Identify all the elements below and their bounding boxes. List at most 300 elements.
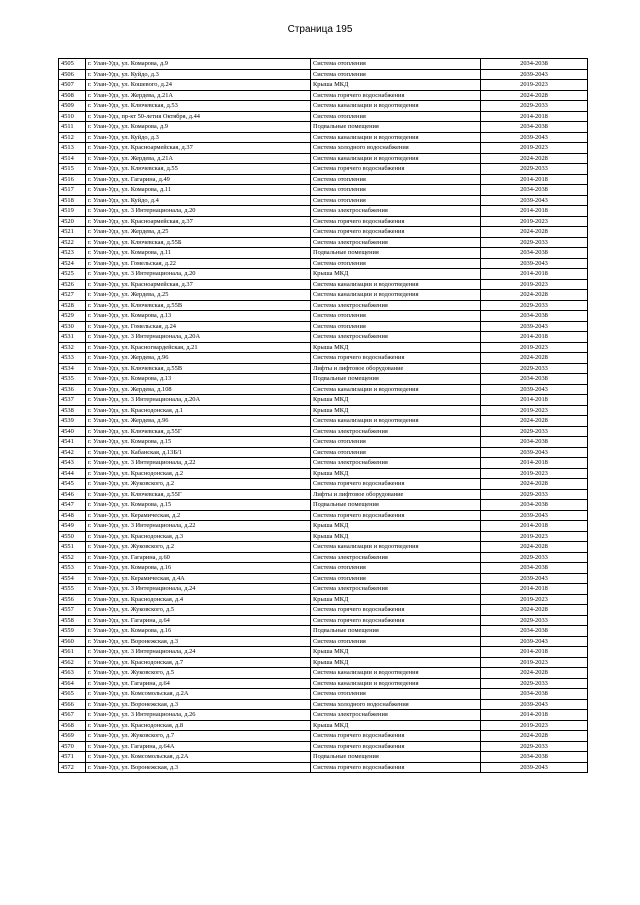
work-type-cell: Крыша МКД (311, 342, 481, 353)
row-number-cell: 4571 (59, 752, 86, 763)
row-number-cell: 4552 (59, 552, 86, 563)
address-cell: г. Улан-Удэ, ул. Гагарина, д.64А (86, 741, 311, 752)
address-cell: г. Улан-Удэ, ул. Ключевская, д.53 (86, 101, 311, 112)
work-type-cell: Система отопления (311, 573, 481, 584)
period-cell: 2029-2033 (481, 426, 588, 437)
address-cell: г. Улан-Удэ, ул. Жуковского, д.5 (86, 605, 311, 616)
address-cell: г. Улан-Удэ, ул. Гагарина, д.64 (86, 678, 311, 689)
period-cell: 2034-2038 (481, 374, 588, 385)
period-cell: 2024-2028 (481, 153, 588, 164)
table-row (59, 363, 588, 374)
work-type-cell: Система горячего водоснабжения (311, 731, 481, 742)
period-cell: 2029-2033 (481, 300, 588, 311)
row-number-cell: 4516 (59, 174, 86, 185)
work-type-cell: Система горячего водоснабжения (311, 353, 481, 364)
row-number-cell: 4563 (59, 668, 86, 679)
address-cell: г. Улан-Удэ, ул. Воронежская, д.3 (86, 762, 311, 773)
table-row (59, 80, 588, 91)
row-number-cell: 4505 (59, 59, 86, 70)
work-type-cell: Система отопления (311, 447, 481, 458)
address-cell: г. Улан-Удэ, ул. Ключевская, д.55Г (86, 426, 311, 437)
table-row (59, 573, 588, 584)
work-type-cell: Система холодного водоснабжения (311, 699, 481, 710)
work-type-cell: Система отопления (311, 69, 481, 80)
work-type-cell: Система отопления (311, 174, 481, 185)
period-cell: 2039-2043 (481, 321, 588, 332)
address-cell: г. Улан-Удэ, ул. 3 Интернационала, д.20А (86, 395, 311, 406)
row-number-cell: 4528 (59, 300, 86, 311)
work-type-cell: Система отопления (311, 563, 481, 574)
period-cell: 2029-2033 (481, 552, 588, 563)
row-number-cell: 4559 (59, 626, 86, 637)
period-cell: 2014-2018 (481, 647, 588, 658)
period-cell: 2024-2028 (481, 731, 588, 742)
work-type-cell: Система отопления (311, 258, 481, 269)
work-type-cell: Система горячего водоснабжения (311, 605, 481, 616)
address-cell: г. Улан-Удэ, ул. Комарова, д.9 (86, 122, 311, 133)
address-cell: г. Улан-Удэ, ул. Жуковского, д.5 (86, 668, 311, 679)
address-cell: г. Улан-Удэ, ул. Воронежская, д.3 (86, 699, 311, 710)
row-number-cell: 4514 (59, 153, 86, 164)
address-cell: г. Улан-Удэ, ул. Кабанская, д.13Б/1 (86, 447, 311, 458)
period-cell: 2039-2043 (481, 258, 588, 269)
work-type-cell: Система электроснабжения (311, 206, 481, 217)
address-cell: г. Улан-Удэ, ул. Гагарина, д.60 (86, 552, 311, 563)
address-cell: г. Улан-Удэ, ул. 3 Интернационала, д.26 (86, 710, 311, 721)
address-cell: г. Улан-Удэ, ул. Краснодонская, д.3 (86, 531, 311, 542)
table-row (59, 752, 588, 763)
row-number-cell: 4521 (59, 227, 86, 238)
work-type-cell: Система отопления (311, 689, 481, 700)
work-type-cell: Система электроснабжения (311, 237, 481, 248)
period-cell: 2029-2033 (481, 615, 588, 626)
address-cell: г. Улан-Удэ, ул. Комарова, д.11 (86, 248, 311, 259)
period-cell: 2029-2033 (481, 237, 588, 248)
table-row (59, 489, 588, 500)
work-type-cell: Подвальные помещения (311, 752, 481, 763)
table-row (59, 626, 588, 637)
row-number-cell: 4537 (59, 395, 86, 406)
period-cell: 2019-2023 (481, 342, 588, 353)
address-cell: г. Улан-Удэ, ул. Гомельская, д.24 (86, 321, 311, 332)
table-row (59, 668, 588, 679)
address-cell: г. Улан-Удэ, ул. 3 Интернационала, д.20 (86, 269, 311, 280)
period-cell: 2029-2033 (481, 741, 588, 752)
table-row (59, 195, 588, 206)
period-cell: 2024-2028 (481, 605, 588, 616)
row-number-cell: 4557 (59, 605, 86, 616)
period-cell: 2034-2038 (481, 626, 588, 637)
row-number-cell: 4517 (59, 185, 86, 196)
address-cell: г. Улан-Удэ, ул. Кошевого, д.24 (86, 80, 311, 91)
period-cell: 2024-2028 (481, 416, 588, 427)
work-type-cell: Крыша МКД (311, 80, 481, 91)
period-cell: 2024-2028 (481, 479, 588, 490)
period-cell: 2034-2038 (481, 437, 588, 448)
row-number-cell: 4525 (59, 269, 86, 280)
address-cell: г. Улан-Удэ, ул. Краснодонская, д.1 (86, 405, 311, 416)
period-cell: 2039-2043 (481, 384, 588, 395)
work-type-cell: Система отопления (311, 111, 481, 122)
work-type-cell: Система холодного водоснабжения (311, 143, 481, 154)
table-row (59, 164, 588, 175)
work-type-cell: Крыша МКД (311, 269, 481, 280)
work-type-cell: Система горячего водоснабжения (311, 479, 481, 490)
address-cell: г. Улан-Удэ, ул. Жердева, д.108 (86, 384, 311, 395)
table-row (59, 59, 588, 70)
table-row (59, 111, 588, 122)
table-row (59, 741, 588, 752)
period-cell: 2029-2033 (481, 489, 588, 500)
table-row (59, 143, 588, 154)
address-cell: г. Улан-Удэ, ул. Гагарина, д.64 (86, 615, 311, 626)
row-number-cell: 4569 (59, 731, 86, 742)
work-type-cell: Система электроснабжения (311, 552, 481, 563)
work-type-cell: Лифты и лифтовое оборудование (311, 489, 481, 500)
table-row (59, 510, 588, 521)
period-cell: 2034-2038 (481, 311, 588, 322)
work-type-cell: Система отопления (311, 321, 481, 332)
row-number-cell: 4512 (59, 132, 86, 143)
row-number-cell: 4562 (59, 657, 86, 668)
work-type-cell: Система электроснабжения (311, 426, 481, 437)
period-cell: 2019-2023 (481, 279, 588, 290)
row-number-cell: 4547 (59, 500, 86, 511)
row-number-cell: 4545 (59, 479, 86, 490)
period-cell: 2019-2023 (481, 594, 588, 605)
row-number-cell: 4515 (59, 164, 86, 175)
register-table-body (59, 59, 588, 773)
period-cell: 2019-2023 (481, 657, 588, 668)
period-cell: 2019-2023 (481, 216, 588, 227)
row-number-cell: 4565 (59, 689, 86, 700)
work-type-cell: Крыша МКД (311, 521, 481, 532)
period-cell: 2034-2038 (481, 122, 588, 133)
address-cell: г. Улан-Удэ, ул. 3 Интернационала, д.22 (86, 458, 311, 469)
table-row (59, 101, 588, 112)
address-cell: г. Улан-Удэ, ул. 3 Интернационала, д.22 (86, 521, 311, 532)
table-row (59, 552, 588, 563)
work-type-cell: Система канализации и водоотведения (311, 384, 481, 395)
row-number-cell: 4553 (59, 563, 86, 574)
table-row (59, 374, 588, 385)
row-number-cell: 4558 (59, 615, 86, 626)
row-number-cell: 4555 (59, 584, 86, 595)
row-number-cell: 4510 (59, 111, 86, 122)
work-type-cell: Система отопления (311, 195, 481, 206)
period-cell: 2019-2023 (481, 80, 588, 91)
row-number-cell: 4526 (59, 279, 86, 290)
row-number-cell: 4536 (59, 384, 86, 395)
address-cell: г. Улан-Удэ, ул. Комарова, д.13 (86, 374, 311, 385)
table-row (59, 332, 588, 343)
address-cell: г. Улан-Удэ, ул. Куйдо, д.3 (86, 69, 311, 80)
work-type-cell: Система горячего водоснабжения (311, 164, 481, 175)
row-number-cell: 4535 (59, 374, 86, 385)
work-type-cell: Подвальные помещения (311, 626, 481, 637)
address-cell: г. Улан-Удэ, ул. Комсомольская, д.2А (86, 689, 311, 700)
table-row (59, 594, 588, 605)
table-row (59, 699, 588, 710)
period-cell: 2039-2043 (481, 510, 588, 521)
row-number-cell: 4508 (59, 90, 86, 101)
period-cell: 2024-2028 (481, 542, 588, 553)
table-row (59, 90, 588, 101)
address-cell: г. Улан-Удэ, ул. Жердева, д.21А (86, 153, 311, 164)
period-cell: 2014-2018 (481, 111, 588, 122)
table-row (59, 342, 588, 353)
row-number-cell: 4561 (59, 647, 86, 658)
row-number-cell: 4527 (59, 290, 86, 301)
work-type-cell: Система электроснабжения (311, 458, 481, 469)
period-cell: 2014-2018 (481, 521, 588, 532)
table-row (59, 290, 588, 301)
row-number-cell: 4554 (59, 573, 86, 584)
table-row (59, 657, 588, 668)
table-row (59, 720, 588, 731)
address-cell: г. Улан-Удэ, ул. Гагарина, д.49 (86, 174, 311, 185)
work-type-cell: Система канализации и водоотведения (311, 668, 481, 679)
table-row (59, 258, 588, 269)
work-type-cell: Система отопления (311, 636, 481, 647)
row-number-cell: 4546 (59, 489, 86, 500)
row-number-cell: 4531 (59, 332, 86, 343)
register-table (58, 58, 588, 773)
table-row (59, 311, 588, 322)
table-row (59, 153, 588, 164)
address-cell: г. Улан-Удэ, пр-кт 50-летия Октября, д.44 (86, 111, 311, 122)
table-row (59, 762, 588, 773)
work-type-cell: Подвальные помещения (311, 500, 481, 511)
work-type-cell: Крыша МКД (311, 531, 481, 542)
row-number-cell: 4518 (59, 195, 86, 206)
address-cell: г. Улан-Удэ, ул. Комарова, д.16 (86, 563, 311, 574)
address-cell: г. Улан-Удэ, ул. Ключевская, д.55В (86, 363, 311, 374)
address-cell: г. Улан-Удэ, ул. Красноармейская, д.37 (86, 216, 311, 227)
address-cell: г. Улан-Удэ, ул. Красноармейская, д.37 (86, 143, 311, 154)
table-row (59, 426, 588, 437)
address-cell: г. Улан-Удэ, ул. Ключевская, д.55 (86, 164, 311, 175)
address-cell: г. Улан-Удэ, ул. Керамическая, д.4А (86, 573, 311, 584)
work-type-cell: Система горячего водоснабжения (311, 216, 481, 227)
address-cell: г. Улан-Удэ, ул. Краснодонская, д.2 (86, 468, 311, 479)
work-type-cell: Система горячего водоснабжения (311, 741, 481, 752)
period-cell: 2019-2023 (481, 468, 588, 479)
table-row (59, 689, 588, 700)
work-type-cell: Система электроснабжения (311, 710, 481, 721)
table-row (59, 678, 588, 689)
period-cell: 2029-2033 (481, 678, 588, 689)
row-number-cell: 4522 (59, 237, 86, 248)
period-cell: 2034-2038 (481, 689, 588, 700)
period-cell: 2014-2018 (481, 584, 588, 595)
table-row (59, 458, 588, 469)
address-cell: г. Улан-Удэ, ул. Красногвардейская, д.21 (86, 342, 311, 353)
work-type-cell: Система горячего водоснабжения (311, 762, 481, 773)
table-row (59, 69, 588, 80)
row-number-cell: 4507 (59, 80, 86, 91)
address-cell: г. Улан-Удэ, ул. Жуковского, д.2 (86, 542, 311, 553)
table-row (59, 647, 588, 658)
row-number-cell: 4544 (59, 468, 86, 479)
period-cell: 2039-2043 (481, 195, 588, 206)
row-number-cell: 4560 (59, 636, 86, 647)
table-row (59, 384, 588, 395)
work-type-cell: Система канализации и водоотведения (311, 101, 481, 112)
work-type-cell: Лифты и лифтовое оборудование (311, 363, 481, 374)
row-number-cell: 4538 (59, 405, 86, 416)
period-cell: 2019-2023 (481, 720, 588, 731)
table-row (59, 206, 588, 217)
period-cell: 2019-2023 (481, 405, 588, 416)
page-title: Страница 195 (287, 24, 353, 35)
address-cell: г. Улан-Удэ, ул. Комарова, д.15 (86, 437, 311, 448)
table-row (59, 636, 588, 647)
address-cell: г. Улан-Удэ, ул. Комарова, д.13 (86, 311, 311, 322)
period-cell: 2014-2018 (481, 458, 588, 469)
table-row (59, 174, 588, 185)
table-row (59, 227, 588, 238)
work-type-cell: Система горячего водоснабжения (311, 510, 481, 521)
row-number-cell: 4564 (59, 678, 86, 689)
work-type-cell: Система канализации и водоотведения (311, 290, 481, 301)
address-cell: г. Улан-Удэ, ул. Краснодонская, д.4 (86, 594, 311, 605)
row-number-cell: 4550 (59, 531, 86, 542)
address-cell: г. Улан-Удэ, ул. Ключевская, д.55Б (86, 237, 311, 248)
table-row (59, 584, 588, 595)
address-cell: г. Улан-Удэ, ул. Комарова, д.15 (86, 500, 311, 511)
row-number-cell: 4511 (59, 122, 86, 133)
table-row (59, 521, 588, 532)
table-row (59, 132, 588, 143)
address-cell: г. Улан-Удэ, ул. Жердева, д.25 (86, 290, 311, 301)
table-row (59, 563, 588, 574)
work-type-cell: Система электроснабжения (311, 300, 481, 311)
work-type-cell: Крыша МКД (311, 594, 481, 605)
table-row (59, 122, 588, 133)
period-cell: 2039-2043 (481, 699, 588, 710)
work-type-cell: Система канализации и водоотведения (311, 132, 481, 143)
row-number-cell: 4524 (59, 258, 86, 269)
address-cell: г. Улан-Удэ, ул. Комарова, д.11 (86, 185, 311, 196)
work-type-cell: Крыша МКД (311, 720, 481, 731)
address-cell: г. Улан-Удэ, ул. Ключевская, д.55Г (86, 489, 311, 500)
work-type-cell: Подвальные помещения (311, 374, 481, 385)
work-type-cell: Система канализации и водоотведения (311, 542, 481, 553)
table-row (59, 605, 588, 616)
table-row (59, 731, 588, 742)
period-cell: 2019-2023 (481, 531, 588, 542)
row-number-cell: 4506 (59, 69, 86, 80)
work-type-cell: Система отопления (311, 185, 481, 196)
address-cell: г. Улан-Удэ, ул. Куйдо, д.4 (86, 195, 311, 206)
address-cell: г. Улан-Удэ, ул. Воронежская, д.3 (86, 636, 311, 647)
period-cell: 2039-2043 (481, 132, 588, 143)
table-row (59, 216, 588, 227)
period-cell: 2014-2018 (481, 269, 588, 280)
address-cell: г. Улан-Удэ, ул. Жердева, д.96 (86, 353, 311, 364)
period-cell: 2019-2023 (481, 143, 588, 154)
work-type-cell: Система отопления (311, 311, 481, 322)
table-row (59, 615, 588, 626)
table-row (59, 321, 588, 332)
row-number-cell: 4533 (59, 353, 86, 364)
address-cell: г. Улан-Удэ, ул. Ключевская, д.55В (86, 300, 311, 311)
address-cell: г. Улан-Удэ, ул. 3 Интернационала, д.24 (86, 647, 311, 658)
table-row (59, 237, 588, 248)
period-cell: 2014-2018 (481, 206, 588, 217)
work-type-cell: Система отопления (311, 437, 481, 448)
table-row (59, 500, 588, 511)
work-type-cell: Крыша МКД (311, 657, 481, 668)
table-row (59, 710, 588, 721)
address-cell: г. Улан-Удэ, ул. Жердева, д.21А (86, 90, 311, 101)
period-cell: 2014-2018 (481, 395, 588, 406)
period-cell: 2039-2043 (481, 447, 588, 458)
address-cell: г. Улан-Удэ, ул. Жуковского, д.2 (86, 479, 311, 490)
period-cell: 2029-2033 (481, 101, 588, 112)
table-row (59, 185, 588, 196)
period-cell: 2039-2043 (481, 762, 588, 773)
period-cell: 2034-2038 (481, 752, 588, 763)
address-cell: г. Улан-Удэ, ул. Комарова, д.9 (86, 59, 311, 70)
row-number-cell: 4543 (59, 458, 86, 469)
address-cell: г. Улан-Удэ, ул. Куйдо, д.3 (86, 132, 311, 143)
address-cell: г. Улан-Удэ, ул. 3 Интернационала, д.20А (86, 332, 311, 343)
table-row (59, 479, 588, 490)
row-number-cell: 4551 (59, 542, 86, 553)
table-row (59, 542, 588, 553)
row-number-cell: 4523 (59, 248, 86, 259)
work-type-cell: Крыша МКД (311, 405, 481, 416)
table-row (59, 468, 588, 479)
period-cell: 2034-2038 (481, 59, 588, 70)
table-row (59, 269, 588, 280)
table-row (59, 395, 588, 406)
work-type-cell: Система горячего водоснабжения (311, 227, 481, 238)
row-number-cell: 4540 (59, 426, 86, 437)
period-cell: 2034-2038 (481, 500, 588, 511)
address-cell: г. Улан-Удэ, ул. Краснодонская, д.7 (86, 657, 311, 668)
row-number-cell: 4534 (59, 363, 86, 374)
work-type-cell: Система канализации и водоотведения (311, 416, 481, 427)
row-number-cell: 4519 (59, 206, 86, 217)
period-cell: 2034-2038 (481, 563, 588, 574)
table-row (59, 279, 588, 290)
period-cell: 2024-2028 (481, 668, 588, 679)
row-number-cell: 4570 (59, 741, 86, 752)
table-row (59, 416, 588, 427)
work-type-cell: Система канализации и водоотведения (311, 678, 481, 689)
row-number-cell: 4530 (59, 321, 86, 332)
table-row (59, 447, 588, 458)
period-cell: 2024-2028 (481, 227, 588, 238)
row-number-cell: 4548 (59, 510, 86, 521)
row-number-cell: 4513 (59, 143, 86, 154)
work-type-cell: Подвальные помещения (311, 122, 481, 133)
address-cell: г. Улан-Удэ, ул. 3 Интернационала, д.24 (86, 584, 311, 595)
table-row (59, 353, 588, 364)
table-row (59, 437, 588, 448)
row-number-cell: 4520 (59, 216, 86, 227)
table-row (59, 531, 588, 542)
period-cell: 2024-2028 (481, 290, 588, 301)
period-cell: 2014-2018 (481, 174, 588, 185)
row-number-cell: 4572 (59, 762, 86, 773)
address-cell: г. Улан-Удэ, ул. Гомельская, д.22 (86, 258, 311, 269)
row-number-cell: 4567 (59, 710, 86, 721)
row-number-cell: 4566 (59, 699, 86, 710)
